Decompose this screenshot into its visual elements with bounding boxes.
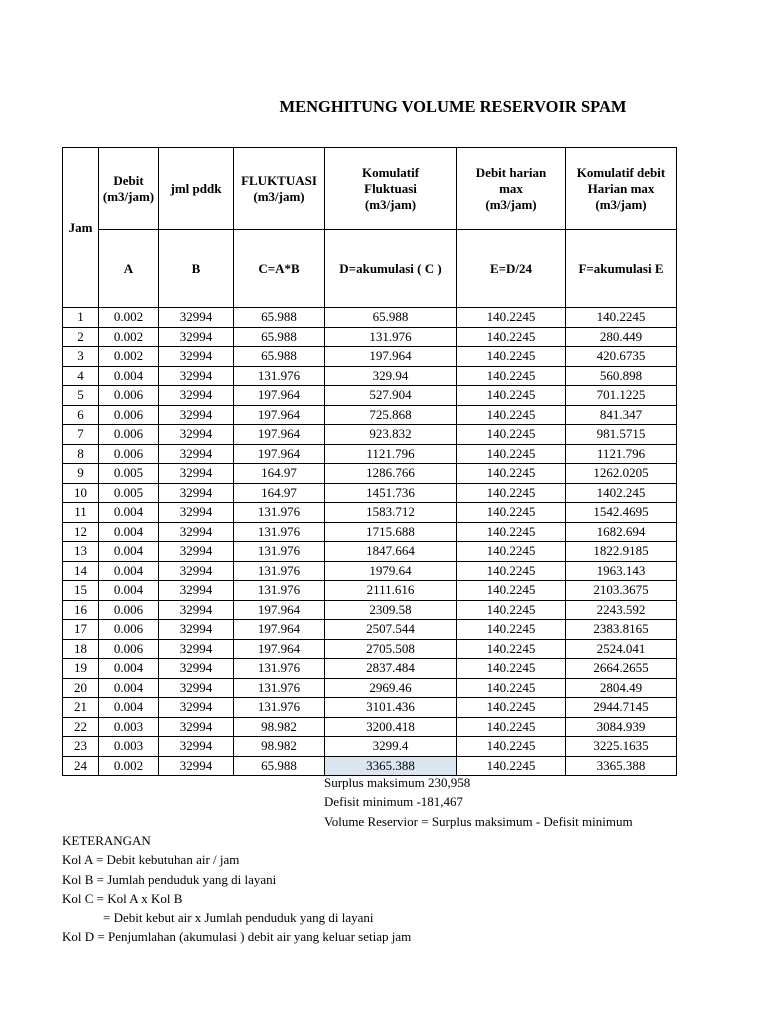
cell-debit-harian-max: 140.2245: [457, 717, 566, 737]
keterangan-section: [62, 831, 411, 947]
cell-debit: 0.003: [99, 737, 159, 757]
cell-jam: 1: [63, 308, 99, 328]
cell-komulatif-fluktuasi: 3200.418: [325, 717, 457, 737]
cell-debit-harian-max: 140.2245: [457, 327, 566, 347]
reservoir-table: [62, 147, 677, 776]
cell-debit: 0.004: [99, 659, 159, 679]
cell-fluktuasi: 197.964: [234, 600, 325, 620]
table-row: [63, 581, 677, 601]
cell-debit-harian-max: 140.2245: [457, 444, 566, 464]
cell-debit: 0.002: [99, 756, 159, 776]
cell-fluktuasi: 197.964: [234, 444, 325, 464]
cell-debit-harian-max: 140.2245: [457, 425, 566, 445]
header-komulatif-debit-line2: Harian max: [587, 180, 655, 196]
cell-fluktuasi: 164.97: [234, 464, 325, 484]
cell-debit: 0.006: [99, 639, 159, 659]
header-debit-harian-max-line2: max: [499, 180, 523, 196]
defisit-minimum: Defisit minimum -181,467: [324, 794, 464, 810]
cell-debit: 0.004: [99, 542, 159, 562]
summary-notes: [324, 773, 633, 831]
table-row: [63, 386, 677, 406]
cell-debit-harian-max: 140.2245: [457, 581, 566, 601]
header-debit-line1: Debit: [113, 172, 144, 188]
cell-debit-harian-max: 140.2245: [457, 600, 566, 620]
cell-komulatif-fluktuasi: 1451.736: [325, 483, 457, 503]
cell-komulatif-debit-harian-max: 1542.4695: [566, 503, 677, 523]
cell-debit: 0.004: [99, 503, 159, 523]
cell-jml-pddk: 32994: [159, 503, 234, 523]
cell-jam: 8: [63, 444, 99, 464]
cell-jam: 6: [63, 405, 99, 425]
table-row: [63, 522, 677, 542]
cell-komulatif-debit-harian-max: 280.449: [566, 327, 677, 347]
cell-debit-harian-max: 140.2245: [457, 561, 566, 581]
surplus-maksimum: Surplus maksimum 230,958: [324, 775, 471, 790]
cell-komulatif-debit-harian-max: 2944.7145: [566, 698, 677, 718]
cell-jml-pddk: 32994: [159, 386, 234, 406]
cell-komulatif-fluktuasi: 2111.616: [325, 581, 457, 601]
keterangan-heading: KETERANGAN: [62, 833, 151, 848]
cell-jam: 5: [63, 386, 99, 406]
cell-komulatif-fluktuasi: 1583.712: [325, 503, 457, 523]
cell-komulatif-fluktuasi: 197.964: [325, 347, 457, 367]
cell-jml-pddk: 32994: [159, 464, 234, 484]
cell-komulatif-debit-harian-max: 1682.694: [566, 522, 677, 542]
cell-debit-harian-max: 140.2245: [457, 386, 566, 406]
cell-jam: 9: [63, 464, 99, 484]
cell-debit: 0.005: [99, 464, 159, 484]
cell-jam: 13: [63, 542, 99, 562]
header-debit: [99, 148, 159, 230]
table-row: [63, 425, 677, 445]
cell-fluktuasi: 131.976: [234, 698, 325, 718]
table-row: [63, 659, 677, 679]
cell-debit: 0.004: [99, 366, 159, 386]
cell-debit: 0.004: [99, 698, 159, 718]
cell-jml-pddk: 32994: [159, 581, 234, 601]
cell-komulatif-debit-harian-max: 981.5715: [566, 425, 677, 445]
header-col-a: A: [99, 230, 159, 308]
cell-debit-harian-max: 140.2245: [457, 464, 566, 484]
cell-komulatif-fluktuasi: 2837.484: [325, 659, 457, 679]
cell-debit-harian-max: 140.2245: [457, 522, 566, 542]
cell-debit: 0.002: [99, 308, 159, 328]
cell-komulatif-fluktuasi: 131.976: [325, 327, 457, 347]
header-row-bottom: [63, 230, 677, 308]
cell-komulatif-fluktuasi: 3101.436: [325, 698, 457, 718]
cell-fluktuasi: 131.976: [234, 542, 325, 562]
cell-jml-pddk: 32994: [159, 405, 234, 425]
cell-fluktuasi: 131.976: [234, 522, 325, 542]
cell-jml-pddk: 32994: [159, 425, 234, 445]
cell-komulatif-debit-harian-max: 1121.796: [566, 444, 677, 464]
table-row: [63, 542, 677, 562]
cell-fluktuasi: 98.982: [234, 737, 325, 757]
cell-jam: 16: [63, 600, 99, 620]
cell-komulatif-debit-harian-max: 3084.939: [566, 717, 677, 737]
table-row: [63, 698, 677, 718]
header-col-d: D=akumulasi ( C ): [325, 230, 457, 308]
cell-jml-pddk: 32994: [159, 542, 234, 562]
cell-jam: 3: [63, 347, 99, 367]
cell-jml-pddk: 32994: [159, 347, 234, 367]
cell-jml-pddk: 32994: [159, 308, 234, 328]
cell-komulatif-debit-harian-max: 2664.2655: [566, 659, 677, 679]
cell-debit: 0.006: [99, 425, 159, 445]
header-komulatif-fluktuasi-line3: (m3/jam): [364, 196, 417, 212]
cell-debit-harian-max: 140.2245: [457, 366, 566, 386]
cell-jam: 24: [63, 756, 99, 776]
keterangan-kol-d: Kol D = Penjumlahan (akumulasi ) debit air yang keluar setiap jam: [62, 929, 412, 945]
cell-debit: 0.004: [99, 522, 159, 542]
keterangan-kol-c-detail: = Debit kebut air x Jumlah penduduk yang di layani: [103, 910, 374, 926]
cell-debit-harian-max: 140.2245: [457, 698, 566, 718]
table-row: [63, 347, 677, 367]
cell-komulatif-debit-harian-max: 140.2245: [566, 308, 677, 328]
keterangan-kol-a: Kol A = Debit kebutuhan air / jam: [62, 852, 240, 868]
cell-jam: 11: [63, 503, 99, 523]
cell-debit-harian-max: 140.2245: [457, 659, 566, 679]
cell-jml-pddk: 32994: [159, 600, 234, 620]
cell-komulatif-fluktuasi: 1979.64: [325, 561, 457, 581]
cell-jml-pddk: 32994: [159, 444, 234, 464]
header-col-f: F=akumulasi E: [566, 230, 677, 308]
cell-debit: 0.006: [99, 405, 159, 425]
header-debit-line2: (m3/jam): [102, 188, 155, 204]
header-fluktuasi: [234, 148, 325, 230]
page-title: MENGHITUNG VOLUME RESERVOIR SPAM: [279, 97, 627, 116]
cell-jam: 15: [63, 581, 99, 601]
cell-komulatif-debit-harian-max: 1963.143: [566, 561, 677, 581]
cell-jam: 20: [63, 678, 99, 698]
cell-debit-harian-max: 140.2245: [457, 678, 566, 698]
cell-komulatif-debit-harian-max: 420.6735: [566, 347, 677, 367]
cell-komulatif-debit-harian-max: 2804.49: [566, 678, 677, 698]
table-row: [63, 483, 677, 503]
cell-jam: 7: [63, 425, 99, 445]
cell-fluktuasi: 197.964: [234, 386, 325, 406]
cell-fluktuasi: 131.976: [234, 581, 325, 601]
cell-jml-pddk: 32994: [159, 659, 234, 679]
cell-komulatif-fluktuasi: 1847.664: [325, 542, 457, 562]
cell-debit-harian-max: 140.2245: [457, 639, 566, 659]
cell-debit: 0.003: [99, 717, 159, 737]
cell-jml-pddk: 32994: [159, 678, 234, 698]
cell-fluktuasi: 197.964: [234, 425, 325, 445]
cell-jml-pddk: 32994: [159, 366, 234, 386]
cell-jam: 18: [63, 639, 99, 659]
cell-jml-pddk: 32994: [159, 561, 234, 581]
header-fluktuasi-line1: FLUKTUASI: [241, 172, 317, 188]
cell-jml-pddk: 32994: [159, 483, 234, 503]
cell-debit-harian-max: 140.2245: [457, 347, 566, 367]
cell-debit-harian-max: 140.2245: [457, 542, 566, 562]
table-row: [63, 737, 677, 757]
cell-debit: 0.006: [99, 444, 159, 464]
cell-jml-pddk: 32994: [159, 717, 234, 737]
cell-debit: 0.006: [99, 620, 159, 640]
cell-fluktuasi: 164.97: [234, 483, 325, 503]
cell-komulatif-fluktuasi: 1121.796: [325, 444, 457, 464]
cell-jam: 22: [63, 717, 99, 737]
cell-fluktuasi: 197.964: [234, 639, 325, 659]
cell-debit: 0.002: [99, 347, 159, 367]
header-komulatif-debit-line3: (m3/jam): [595, 196, 647, 212]
cell-komulatif-fluktuasi: 527.904: [325, 386, 457, 406]
table-row: [63, 308, 677, 328]
cell-debit-harian-max: 140.2245: [457, 756, 566, 776]
header-col-b: B: [159, 230, 234, 308]
cell-debit-harian-max: 140.2245: [457, 620, 566, 640]
table-row: [63, 639, 677, 659]
keterangan-kol-b: Kol B = Jumlah penduduk yang di layani: [62, 871, 277, 887]
cell-fluktuasi: 131.976: [234, 659, 325, 679]
header-komulatif-fluktuasi-line1: Komulatif: [361, 164, 420, 180]
cell-jam: 17: [63, 620, 99, 640]
cell-fluktuasi: 131.976: [234, 503, 325, 523]
table-row: [63, 678, 677, 698]
table-row: [63, 561, 677, 581]
cell-komulatif-fluktuasi: 1715.688: [325, 522, 457, 542]
header-komulatif-debit-line1: Komulatif debit: [576, 164, 666, 180]
cell-debit: 0.004: [99, 678, 159, 698]
table-row: [63, 366, 677, 386]
cell-komulatif-fluktuasi: 2969.46: [325, 678, 457, 698]
cell-komulatif-debit-harian-max: 3225.1635: [566, 737, 677, 757]
cell-debit-harian-max: 140.2245: [457, 405, 566, 425]
cell-komulatif-fluktuasi: 1286.766: [325, 464, 457, 484]
cell-jam: 23: [63, 737, 99, 757]
table-row: [63, 405, 677, 425]
header-debit-harian-max-line1: Debit harian: [475, 164, 547, 180]
cell-fluktuasi: 65.988: [234, 327, 325, 347]
cell-komulatif-fluktuasi: 329.94: [325, 366, 457, 386]
cell-komulatif-fluktuasi: 2507.544: [325, 620, 457, 640]
cell-fluktuasi: 197.964: [234, 620, 325, 640]
cell-jam: 2: [63, 327, 99, 347]
header-fluktuasi-line2: (m3/jam): [253, 188, 305, 204]
cell-komulatif-fluktuasi: 2309.58: [325, 600, 457, 620]
cell-komulatif-fluktuasi: 65.988: [325, 308, 457, 328]
cell-fluktuasi: 65.988: [234, 308, 325, 328]
cell-jml-pddk: 32994: [159, 698, 234, 718]
cell-jam: 14: [63, 561, 99, 581]
cell-jml-pddk: 32994: [159, 756, 234, 776]
header-debit-harian-max: [457, 148, 566, 230]
table-row: [63, 444, 677, 464]
cell-komulatif-debit-harian-max: 2243.592: [566, 600, 677, 620]
cell-komulatif-debit-harian-max: 560.898: [566, 366, 677, 386]
cell-debit: 0.006: [99, 600, 159, 620]
keterangan-kol-c: Kol C = Kol A x Kol B: [62, 890, 183, 906]
table-row: [63, 600, 677, 620]
cell-komulatif-debit-harian-max: 2524.041: [566, 639, 677, 659]
header-komulatif-debit-harian-max: [566, 148, 677, 230]
cell-jam: 4: [63, 366, 99, 386]
cell-fluktuasi: 98.982: [234, 717, 325, 737]
cell-komulatif-fluktuasi: 923.832: [325, 425, 457, 445]
cell-fluktuasi: 65.988: [234, 347, 325, 367]
header-jml-pddk: jml pddk: [159, 148, 234, 230]
header-komulatif-fluktuasi-line2: Fluktuasi: [364, 180, 417, 196]
cell-debit-harian-max: 140.2245: [457, 503, 566, 523]
cell-debit-harian-max: 140.2245: [457, 308, 566, 328]
cell-jam: 12: [63, 522, 99, 542]
cell-jam: 19: [63, 659, 99, 679]
cell-komulatif-debit-harian-max: 1402.245: [566, 483, 677, 503]
table-row: [63, 620, 677, 640]
cell-jam: 10: [63, 483, 99, 503]
cell-jml-pddk: 32994: [159, 522, 234, 542]
cell-debit: 0.004: [99, 581, 159, 601]
cell-debit: 0.004: [99, 561, 159, 581]
cell-debit: 0.005: [99, 483, 159, 503]
cell-fluktuasi: 65.988: [234, 756, 325, 776]
cell-komulatif-debit-harian-max: 841.347: [566, 405, 677, 425]
cell-fluktuasi: 131.976: [234, 678, 325, 698]
cell-komulatif-debit-harian-max: 3365.388: [566, 756, 677, 776]
header-komulatif-fluktuasi: [325, 148, 457, 230]
cell-debit-harian-max: 140.2245: [457, 737, 566, 757]
cell-jml-pddk: 32994: [159, 620, 234, 640]
table-row: [63, 717, 677, 737]
cell-komulatif-fluktuasi: 3365.388: [325, 756, 457, 776]
header-jam: Jam: [63, 148, 99, 308]
cell-debit-harian-max: 140.2245: [457, 483, 566, 503]
header-col-e: E=D/24: [457, 230, 566, 308]
volume-reservoir-formula: Volume Reservior = Surplus maksimum - Defisit minimum: [324, 813, 633, 829]
cell-fluktuasi: 131.976: [234, 366, 325, 386]
table-row: [63, 327, 677, 347]
cell-jml-pddk: 32994: [159, 327, 234, 347]
header-debit-harian-max-line3: (m3/jam): [485, 196, 537, 212]
cell-komulatif-fluktuasi: 725.868: [325, 405, 457, 425]
cell-komulatif-debit-harian-max: 1262.0205: [566, 464, 677, 484]
header-col-c: C=A*B: [234, 230, 325, 308]
cell-komulatif-debit-harian-max: 1822.9185: [566, 542, 677, 562]
table-row: [63, 464, 677, 484]
cell-jml-pddk: 32994: [159, 639, 234, 659]
table-row: [63, 503, 677, 523]
cell-komulatif-debit-harian-max: 2103.3675: [566, 581, 677, 601]
cell-komulatif-debit-harian-max: 2383.8165: [566, 620, 677, 640]
cell-fluktuasi: 131.976: [234, 561, 325, 581]
cell-fluktuasi: 197.964: [234, 405, 325, 425]
cell-jml-pddk: 32994: [159, 737, 234, 757]
cell-jam: 21: [63, 698, 99, 718]
cell-komulatif-fluktuasi: 2705.508: [325, 639, 457, 659]
cell-debit: 0.002: [99, 327, 159, 347]
cell-debit: 0.006: [99, 386, 159, 406]
cell-komulatif-fluktuasi: 3299.4: [325, 737, 457, 757]
header-row-top: [63, 148, 677, 230]
cell-komulatif-debit-harian-max: 701.1225: [566, 386, 677, 406]
